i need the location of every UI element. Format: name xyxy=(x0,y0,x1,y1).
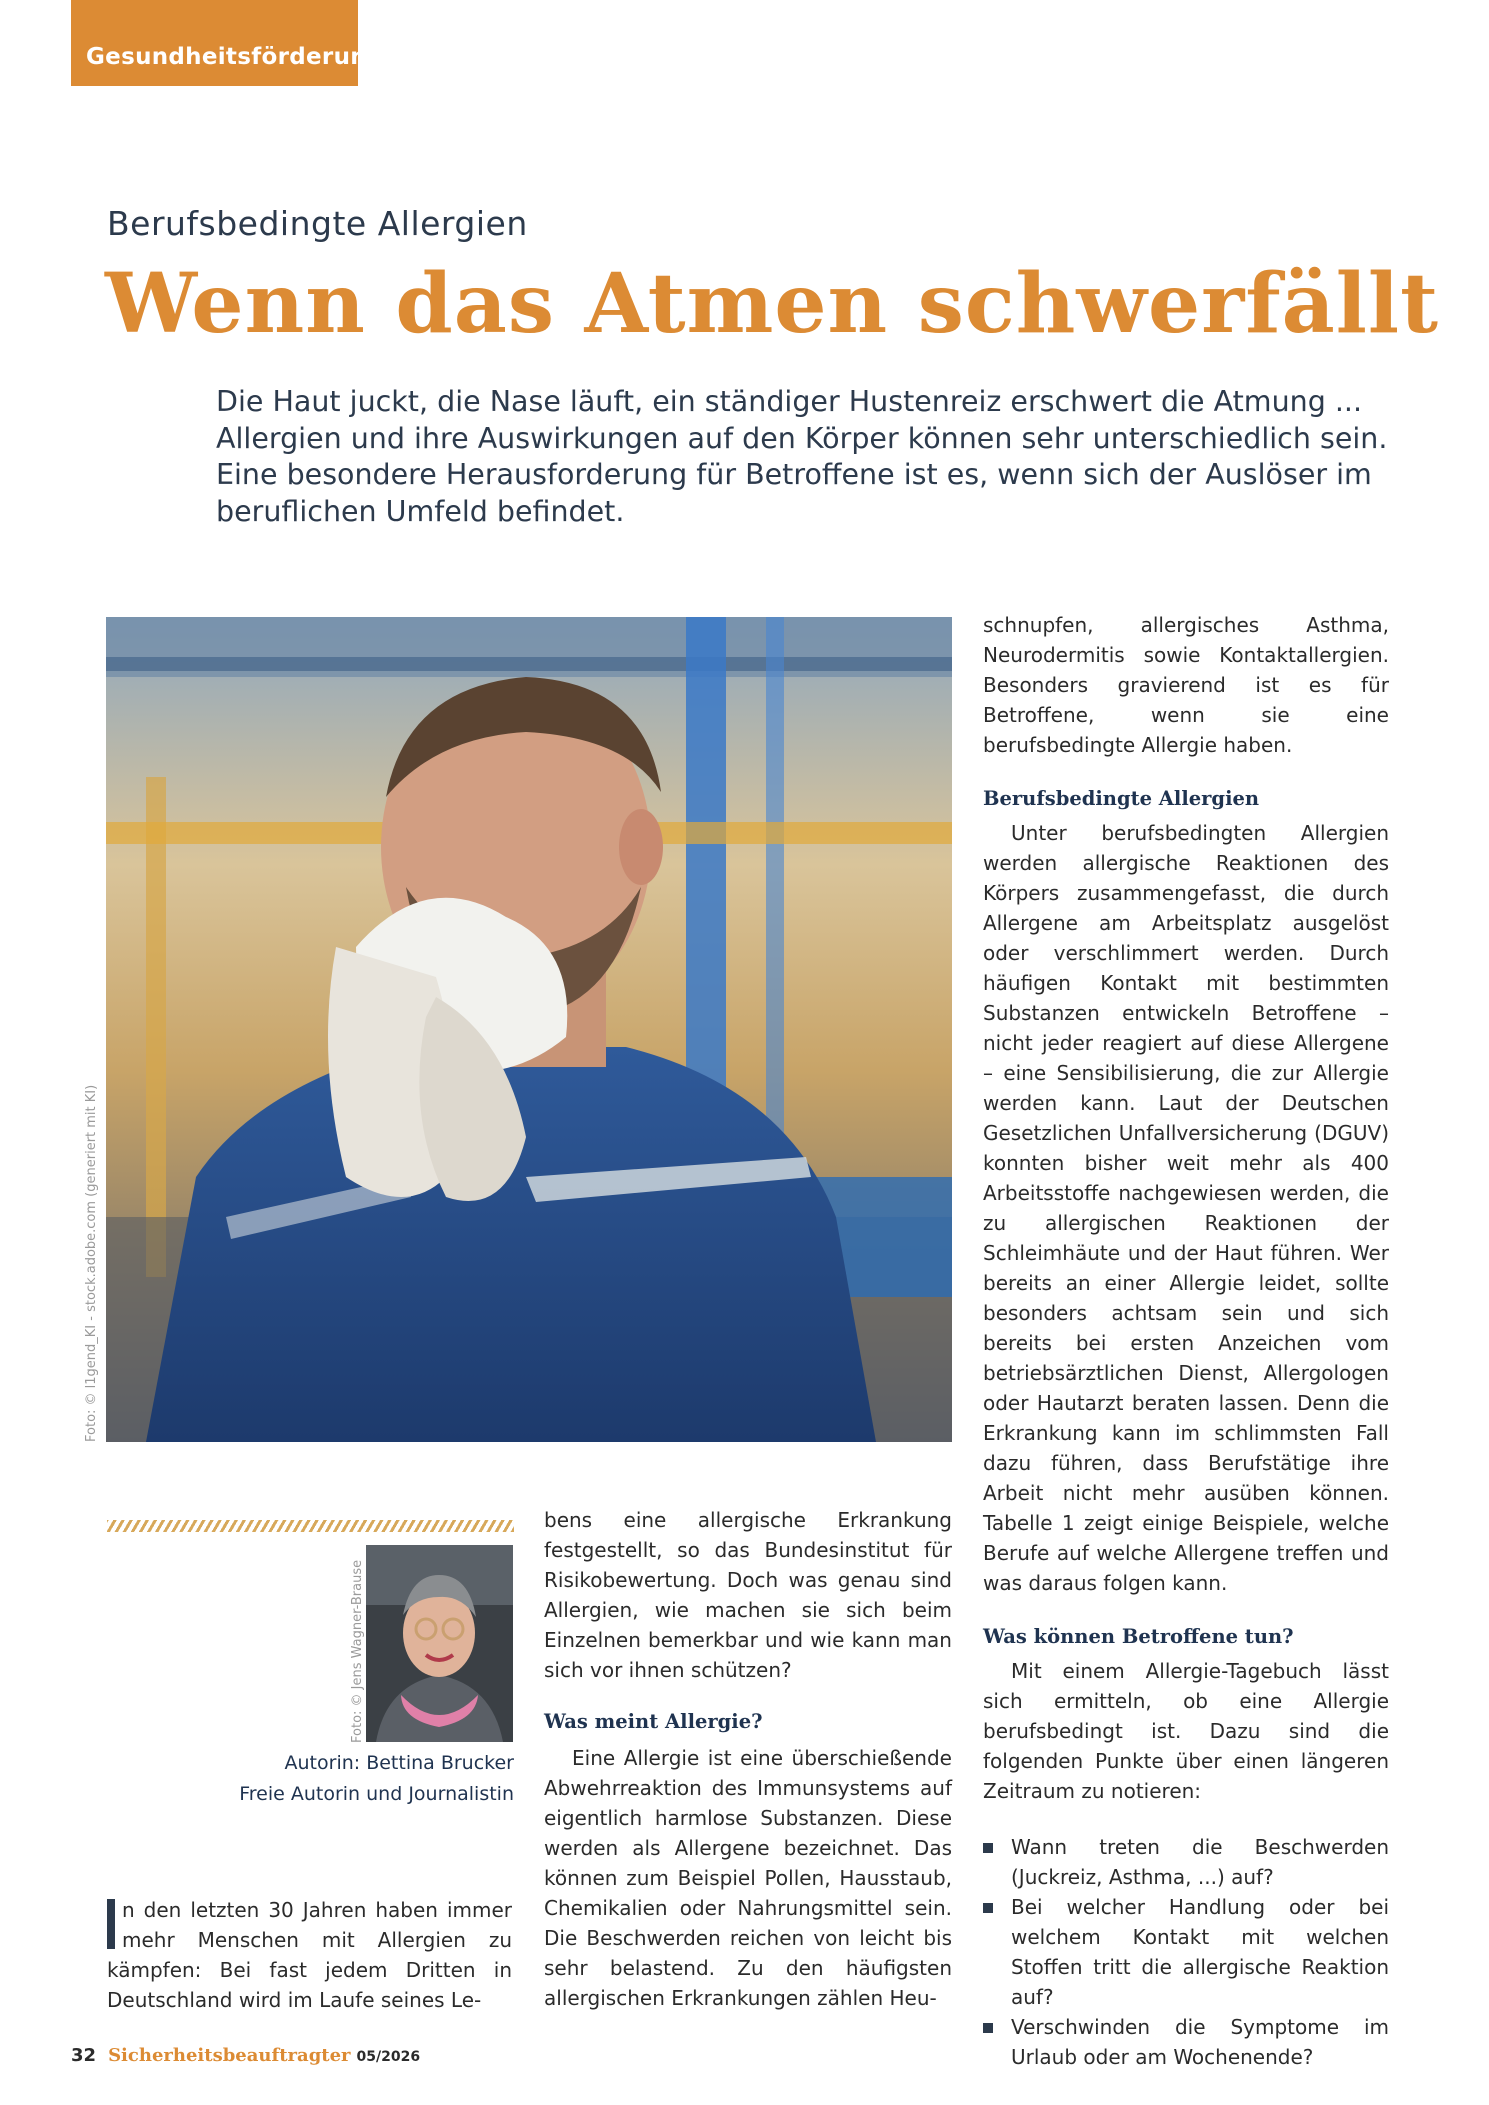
subheading-was-tun: Was können Betroffene tun? xyxy=(983,1625,1294,1648)
photo-credit: Foto: © l1gend_KI - stock.adobe.com (generiert mit KI) xyxy=(84,1084,99,1442)
checklist-item: Verschwinden die Symptome im Urlaub oder am Wochenende? xyxy=(983,2012,1389,2072)
lead-line: Eine besondere Herausforderung für Betroffene ist es, wenn sich der Auslöser im xyxy=(216,458,1372,491)
checklist-item: Wann treten die Beschwerden (Juckreiz, Asthma, ...) auf? xyxy=(983,1832,1389,1892)
paragraph-text: n den letzten 30 Jahren haben immer mehr Menschen mit Allergien zu kämpfen: Bei fast jedem Dritten in Deutschland wird im Laufe seines Le- xyxy=(107,1898,512,2012)
page-number: 32 xyxy=(71,2045,97,2066)
lead-line: beruflichen Umfeld befindet. xyxy=(216,494,625,528)
main-photo xyxy=(106,617,952,1442)
issue-number: 05/2026 xyxy=(356,2049,421,2065)
article-kicker: Berufsbedingte Allergien xyxy=(107,204,528,243)
body-paragraph: Mit einem Allergie-Tagebuch lässt sich ermitteln, ob eine Allergie berufsbedingt ist. Dazu sind die folgenden Punkte über einen längeren Zeitraum zu notieren: xyxy=(983,1659,1389,1803)
lead-line: Allergien und ihre Auswirkungen auf den Körper können sehr unterschiedlich sein. xyxy=(216,421,1388,455)
worker-sneezing-illustration xyxy=(106,617,952,1442)
checklist-item: Bei welcher Handlung oder bei welchem Kontakt mit welchen Stoffen tritt die allergische Reaktion auf? xyxy=(983,1892,1389,2012)
subheading-allergie: Was meint Allergie? xyxy=(544,1710,763,1733)
author-role: Freie Autorin und Journalistin xyxy=(239,1783,514,1805)
magazine-name: Sicherheitsbeauftragter xyxy=(108,2045,351,2066)
decorative-stripe-divider xyxy=(107,1520,514,1532)
body-paragraph: Eine Allergie ist eine überschießende Abwehrreaktion des Immunsystems auf eigentlich harmlose Substanzen. Diese werden als Allergene bezeichnet. Das können zum Beispiel Pollen, Hausstaub, Chemikalien oder Nahrungsmittel sein. Die Beschwerden reichen von leicht bis sehr belastend. Zu den häufigsten allergischen Erkrankungen zählen Heu- xyxy=(544,1746,952,2010)
subheading-berufsbedingt: Berufsbedingte Allergien xyxy=(983,787,1260,810)
author-portrait xyxy=(366,1545,513,1742)
body-column-1 xyxy=(107,1895,512,2015)
body-paragraph: Unter berufsbedingten Allergien werden allergische Reaktionen des Körpers zusammengefasst, die durch Allergene am Arbeitsplatz ausgelöst oder verschlimmert werden. Durch häufigen Kontakt mit bestimmten Substanzen entwickeln Betroffene – nicht jeder reagiert auf diese Allergene – eine Sensibilisierung, die zur Allergie werden kann. Laut der Deutschen Gesetzlichen Unfallversicherung (DGUV) konnten bisher weit mehr als 400 Arbeitsstoffe nachgewiesen werden, die zu allergischen Reaktionen der Schleimhäute und der Haut führen. Wer bereits an einer Allergie leidet, sollte besonders achtsam sein und sich bereits bei ersten Anzeichen vom betriebsärztlichen Dienst, Allergologen oder Hautarzt beraten lassen. Denn die Erkrankung kann im schlimmsten Fall dazu führen, dass Berufstätige ihre Arbeit nicht mehr ausüben können. Tabelle 1 zeigt einige Beispiele, welche Berufe auf welche Allergene treffen und was daraus folgen kann. xyxy=(983,821,1389,1595)
article-lead xyxy=(216,384,1388,530)
page-footer xyxy=(71,2045,420,2066)
section-tag: Gesundheitsförderung xyxy=(71,0,358,86)
portrait-credit: Foto: © Jens Wagner-Brause xyxy=(350,1559,365,1743)
body-column-3 xyxy=(983,610,1389,2072)
article-headline: Wenn das Atmen schwerfällt xyxy=(105,256,1439,352)
drop-cap-mark xyxy=(107,1899,115,1949)
author-portrait-illustration xyxy=(366,1545,513,1742)
lead-line: Die Haut juckt, die Nase läuft, ein ständiger Hustenreiz erschwert die Atmung ... xyxy=(216,385,1363,418)
author-name: Autorin: Bettina Brucker xyxy=(284,1752,514,1774)
body-column-2 xyxy=(544,1505,952,2013)
body-paragraph: schnupfen, allergisches Asthma, Neurodermitis sowie Kontaktallergien. Besonders gravierend ist es für Betroffene, wenn sie eine berufsbedingte Allergie haben. xyxy=(983,613,1389,757)
checklist xyxy=(983,1832,1389,2072)
body-paragraph: bens eine allergische Erkrankung festgestellt, so das Bundesinstitut für Risikobewertung. Doch was genau sind Allergien, wie machen sie sich beim Einzelnen bemerkbar und wie kann man sich vor ihnen schützen? xyxy=(544,1508,952,1682)
body-paragraph xyxy=(107,1895,512,2015)
